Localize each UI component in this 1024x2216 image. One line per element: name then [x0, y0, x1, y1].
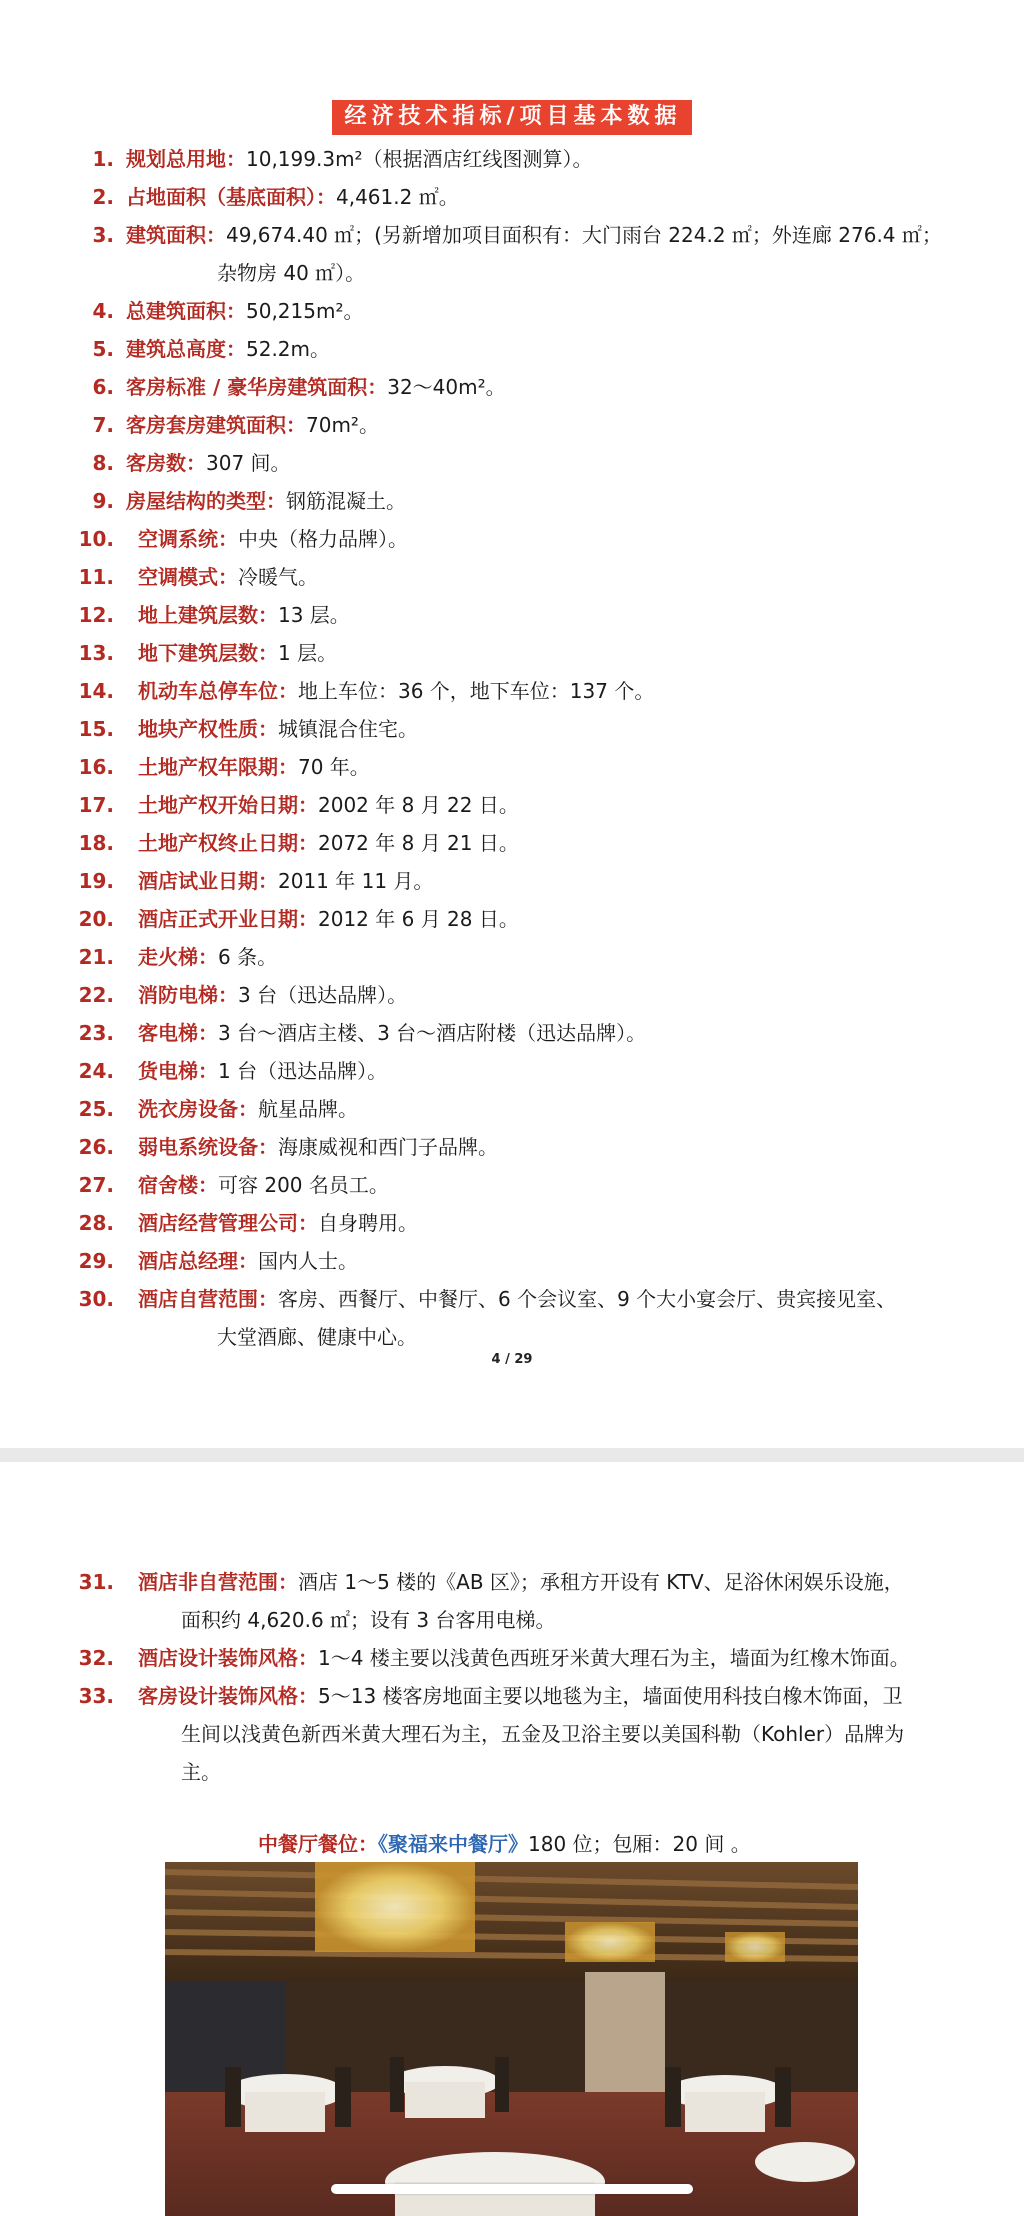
item-value: 2072 年 8 月 21 日。	[318, 831, 519, 855]
item-label	[138, 1280, 896, 1318]
item-number: 24.	[78, 1059, 114, 1083]
item-label-text: 客房套房建筑面积：	[126, 413, 306, 437]
item-label-text: 宿舍楼：	[138, 1173, 218, 1197]
title-wrap	[0, 100, 1024, 135]
item-value: 航星品牌。	[258, 1097, 358, 1121]
item-label	[126, 140, 593, 178]
item-label-text: 规划总用地：	[126, 147, 246, 171]
item-label	[138, 862, 433, 900]
item-label-text: 客电梯：	[138, 1021, 218, 1045]
item-number: 4.	[92, 299, 114, 323]
item-label	[138, 824, 519, 862]
item-number: 22.	[78, 983, 114, 1007]
item-label	[138, 1242, 358, 1280]
item-value: 10,199.3m²（根据酒店红线图测算）。	[246, 147, 593, 171]
item-value: 客房、西餐厅、中餐厅、6 个会议室、9 个大小宴会厅、贵宾接见室、	[278, 1287, 897, 1311]
item-number: 3.	[92, 223, 114, 247]
item-label	[138, 938, 277, 976]
item-value: 冷暖气。	[238, 565, 318, 589]
item-value: 307 间。	[206, 451, 291, 475]
item-value: 可容 200 名员工。	[218, 1173, 389, 1197]
item-value: 2002 年 8 月 22 日。	[318, 793, 519, 817]
item-label	[138, 1204, 418, 1242]
item-label-text: 货电梯：	[138, 1059, 218, 1083]
item-label-text: 地下建筑层数：	[138, 641, 278, 665]
item-label-text: 机动车总停车位：	[138, 679, 298, 703]
item-label-text: 地上建筑层数：	[138, 603, 278, 627]
page-number: 4 / 29	[491, 1352, 533, 1367]
item-label	[126, 216, 942, 254]
item-continuation: 主。	[181, 1760, 221, 1784]
item-label-text: 客房标准 / 豪华房建筑面积：	[126, 375, 388, 399]
item-label	[138, 1090, 358, 1128]
item-label-text: 弱电系统设备：	[138, 1135, 278, 1159]
item-label	[138, 1563, 904, 1601]
item-value: 3 台～酒店主楼、3 台～酒店附楼（迅达品牌）。	[218, 1021, 647, 1045]
item-label-text: 土地产权开始日期：	[138, 793, 318, 817]
item-value: 海康威视和西门子品牌。	[278, 1135, 498, 1159]
item-label	[138, 520, 408, 558]
item-number: 27.	[78, 1173, 114, 1197]
restaurant-photo-image	[165, 1862, 858, 2216]
item-label	[126, 444, 291, 482]
item-label	[138, 1128, 498, 1166]
item-number: 9.	[92, 489, 114, 513]
item-label-text: 地块产权性质：	[138, 717, 278, 741]
item-label	[126, 368, 506, 406]
item-number: 28.	[78, 1211, 114, 1235]
caption-label: 中餐厅餐位：	[258, 1832, 378, 1856]
item-number: 10.	[78, 527, 114, 551]
item-value: 2012 年 6 月 28 日。	[318, 907, 519, 931]
item-label	[138, 1166, 389, 1204]
item-label	[138, 900, 519, 938]
item-label-text: 空调模式：	[138, 565, 238, 589]
item-number: 5.	[92, 337, 114, 361]
item-label-text: 酒店试业日期：	[138, 869, 278, 893]
section-title: 经济技术指标/项目基本数据	[332, 100, 691, 135]
restaurant-caption	[0, 1829, 1024, 1859]
item-value: 13 层。	[278, 603, 350, 627]
item-label	[126, 178, 459, 216]
item-number: 23.	[78, 1021, 114, 1045]
item-value: 50,215m²。	[246, 299, 364, 323]
item-number: 18.	[78, 831, 114, 855]
item-label-text: 酒店非自营范围：	[138, 1570, 298, 1594]
item-value: 70m²。	[306, 413, 379, 437]
item-value: 70 年。	[298, 755, 370, 779]
item-value: 1 台（迅达品牌）。	[218, 1059, 388, 1083]
item-number: 16.	[78, 755, 114, 779]
item-value: 52.2m。	[246, 337, 331, 361]
item-number: 25.	[78, 1097, 114, 1121]
item-value: 酒店 1～5 楼的《AB 区》；承租方开设有 KTV、足浴休闲娱乐设施，	[298, 1570, 904, 1594]
item-label-text: 酒店正式开业日期：	[138, 907, 318, 931]
item-label	[138, 634, 337, 672]
item-number: 1.	[92, 147, 114, 171]
item-value: 2011 年 11 月。	[278, 869, 434, 893]
item-value: 钢筋混凝土。	[286, 489, 406, 513]
item-value: 国内人士。	[258, 1249, 358, 1273]
item-label-text: 酒店经营管理公司：	[138, 1211, 318, 1235]
item-label	[138, 1014, 646, 1052]
item-label-text: 土地产权终止日期：	[138, 831, 318, 855]
item-label-text: 走火梯：	[138, 945, 218, 969]
item-number: 19.	[78, 869, 114, 893]
item-label-text: 房屋结构的类型：	[126, 489, 286, 513]
item-value: 地上车位：36 个，地下车位：137 个。	[298, 679, 655, 703]
item-number: 15.	[78, 717, 114, 741]
item-number: 31.	[78, 1570, 114, 1594]
item-value: 4,461.2 ㎡。	[336, 185, 459, 209]
item-label	[126, 406, 379, 444]
item-value: 城镇混合住宅。	[278, 717, 418, 741]
item-label	[126, 292, 363, 330]
restaurant-photo	[165, 1862, 858, 2216]
item-label	[138, 672, 654, 710]
item-continuation: 生间以浅黄色新西米黄大理石为主，五金及卫浴主要以美国科勒（Kohler）品牌为	[181, 1722, 905, 1746]
item-number: 11.	[78, 565, 114, 589]
item-continuation: 杂物房 40 ㎡）。	[217, 261, 366, 285]
item-number: 21.	[78, 945, 114, 969]
item-label	[138, 1639, 910, 1677]
home-indicator[interactable]	[331, 2184, 693, 2194]
item-number: 2.	[92, 185, 114, 209]
item-label	[138, 596, 350, 634]
item-label-text: 洗衣房设备：	[138, 1097, 258, 1121]
item-value: 自身聘用。	[318, 1211, 418, 1235]
item-label-text: 酒店总经理：	[138, 1249, 258, 1273]
item-label	[138, 710, 418, 748]
item-number: 32.	[78, 1646, 114, 1670]
item-number: 33.	[78, 1684, 114, 1708]
caption-details: 180 位；包厢：20 间 。	[528, 1832, 751, 1856]
item-value: 32～40m²。	[387, 375, 506, 399]
item-label-text: 客房设计装饰风格：	[138, 1684, 318, 1708]
item-label-text: 客房数：	[126, 451, 206, 475]
item-label-text: 土地产权年限期：	[138, 755, 298, 779]
item-value: 6 条。	[218, 945, 278, 969]
item-continuation: 面积约 4,620.6 ㎡；设有 3 台客用电梯。	[181, 1608, 556, 1632]
item-number: 13.	[78, 641, 114, 665]
document-page-5	[0, 1462, 1024, 2216]
item-label	[138, 786, 519, 824]
item-number: 20.	[78, 907, 114, 931]
item-label-text: 消防电梯：	[138, 983, 238, 1007]
item-label-text: 建筑面积：	[126, 223, 226, 247]
item-number: 12.	[78, 603, 114, 627]
item-number: 17.	[78, 793, 114, 817]
item-label	[138, 976, 407, 1014]
item-label-text: 酒店设计装饰风格：	[138, 1646, 318, 1670]
item-value: 中央（格力品牌）。	[238, 527, 408, 551]
item-label	[126, 330, 330, 368]
item-number: 29.	[78, 1249, 114, 1273]
item-number: 7.	[92, 413, 114, 437]
item-number: 30.	[78, 1287, 114, 1311]
item-label-text: 空调系统：	[138, 527, 238, 551]
item-number: 6.	[92, 375, 114, 399]
item-label	[138, 1052, 387, 1090]
item-label	[138, 1677, 903, 1715]
item-label	[138, 558, 318, 596]
caption-restaurant-name: 《聚福来中餐厅》	[378, 1832, 528, 1856]
item-value: 49,674.40 ㎡；(另新增加项目面积有：大门雨台 224.2 ㎡；外连廊 276.4 ㎡；	[226, 223, 942, 247]
item-number: 14.	[78, 679, 114, 703]
item-label-text: 占地面积（基底面积）：	[126, 185, 336, 209]
item-label-text: 总建筑面积：	[126, 299, 246, 323]
item-value: 1～4 楼主要以浅黄色西班牙米黄大理石为主，墙面为红橡木饰面。	[318, 1646, 910, 1670]
item-label	[126, 482, 406, 520]
item-label-text: 酒店自营范围：	[138, 1287, 278, 1311]
item-value: 1 层。	[278, 641, 338, 665]
item-continuation: 大堂酒廊、健康中心。	[217, 1325, 417, 1349]
item-number: 8.	[92, 451, 114, 475]
item-label	[138, 748, 370, 786]
item-number: 26.	[78, 1135, 114, 1159]
item-value: 5～13 楼客房地面主要以地毯为主，墙面使用科技白橡木饰面，卫	[318, 1684, 903, 1708]
item-value: 3 台（迅达品牌）。	[238, 983, 408, 1007]
item-label-text: 建筑总高度：	[126, 337, 246, 361]
